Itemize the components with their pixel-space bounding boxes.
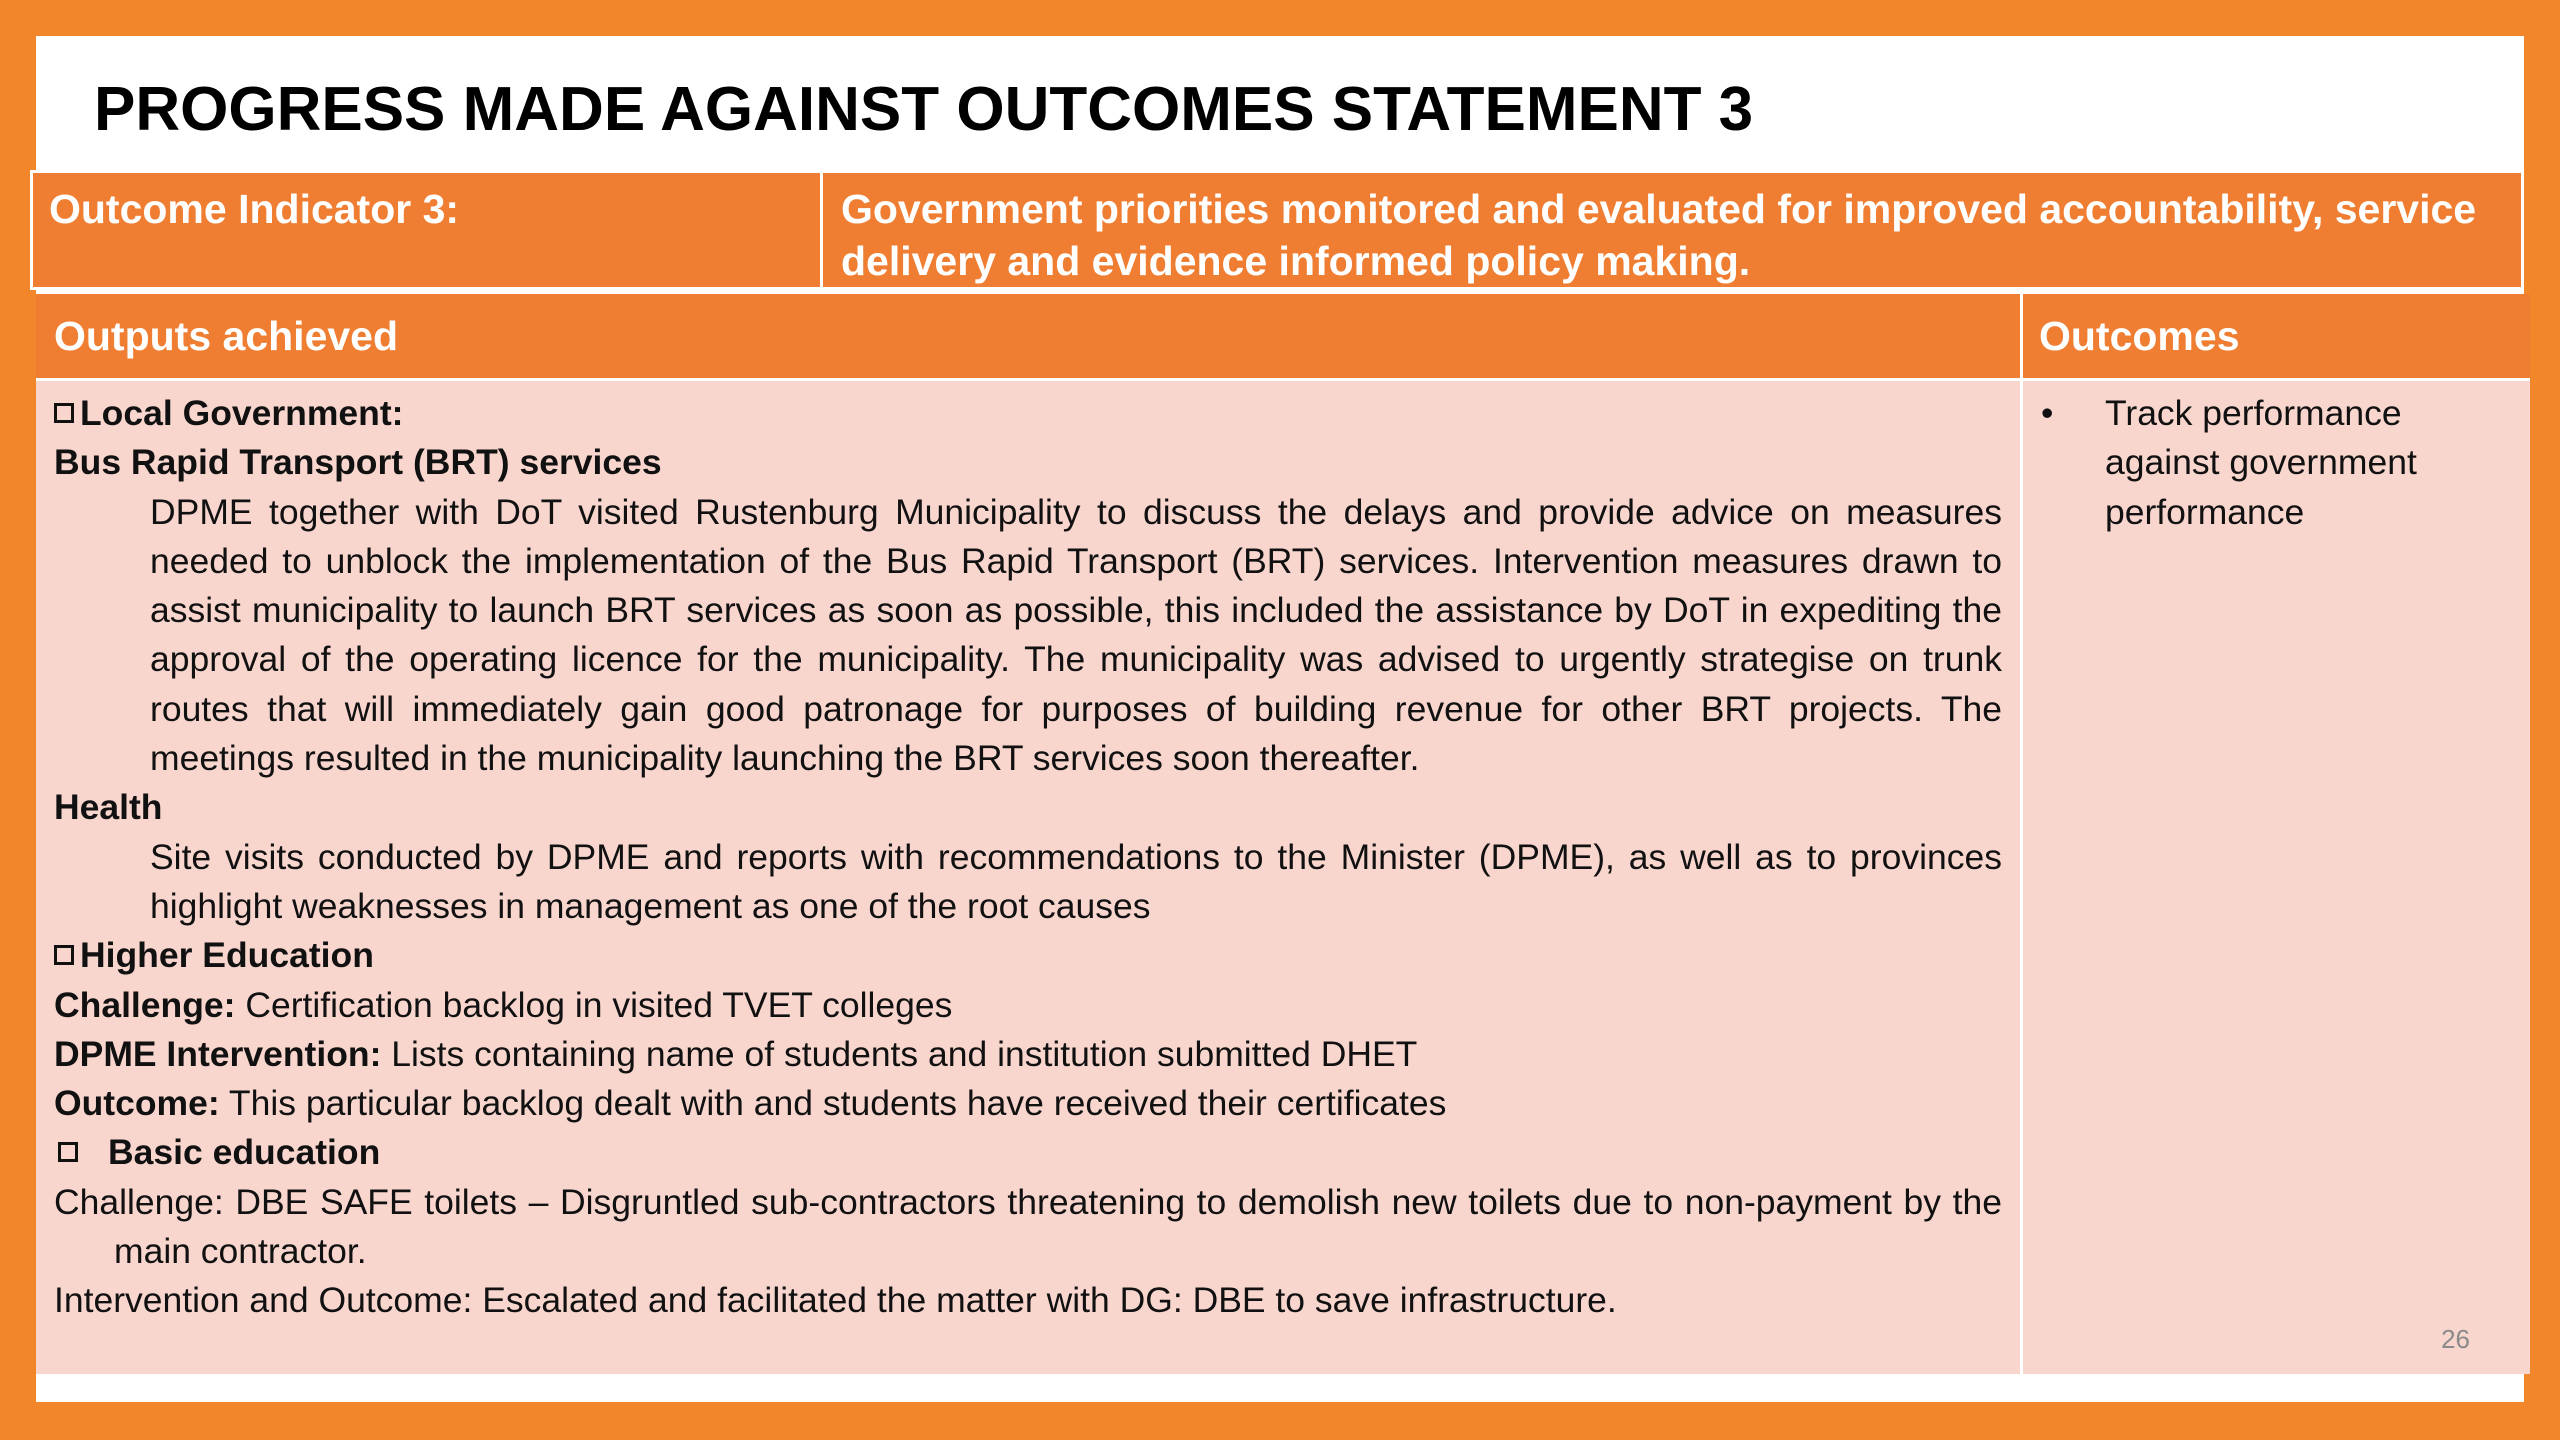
health-text: Site visits conducted by DPME and reports with recommendations to the Minister (DPME), as well as to provinces highlight weaknesses in management as one of the root causes [150, 836, 2002, 926]
local-government-heading: Local Government: [80, 393, 404, 433]
intervention-label: DPME Intervention: [54, 1033, 382, 1074]
brt-text: DPME together with DoT visited Rustenburg Municipality to discuss the delays and provide advice on measures needed to unblock the implementation of the Bus Rapid Transport (BRT) services. Intervention measures drawn to assist municipality to launch BRT services as soon as possible, this included the assistance by DoT in expediting the approval of the operating licence for the municipality. The municipality was advised to urgently strategise on trunk routes that will immediately gain good patronage for purposes of building revenue for other BRT projects. The meetings resulted in the municipality launching the BRT services soon thereafter. [150, 491, 2002, 779]
brt-heading: Bus Rapid Transport (BRT) services [54, 442, 662, 483]
checkbox-bullet-icon [54, 945, 74, 965]
higher-ed-outcome [54, 1079, 2002, 1128]
outcomes-cell [2020, 378, 2530, 1374]
checkbox-bullet-icon [58, 1142, 78, 1162]
outcomes-header: Outcomes [2020, 294, 2530, 378]
slide-title: PROGRESS MADE AGAINST OUTCOMES STATEMENT 3 [94, 75, 1754, 144]
higher-ed-intervention [54, 1030, 2002, 1079]
higher-ed-challenge [54, 981, 2002, 1030]
basic-education-section [54, 1128, 2002, 1177]
indicator-label: Outcome Indicator 3: [33, 173, 823, 287]
outcome-item-text: Track performance against government performance [2105, 393, 2417, 532]
slide [36, 36, 2524, 1402]
basic-education-heading: Basic education [108, 1132, 381, 1173]
indicator-value: Government priorities monitored and evaluated for improved accountability, service delivery and evidence informed policy making. [823, 173, 2521, 287]
intervention-text: Lists containing name of students and institution submitted DHET [381, 1033, 1418, 1074]
page-number: 26 [2441, 1323, 2470, 1354]
higher-education-section [54, 931, 2002, 980]
bullet-icon: • [2041, 393, 2054, 433]
outputs-header: Outputs achieved [36, 294, 2020, 378]
higher-education-heading: Higher Education [80, 935, 374, 976]
outcome-text: This particular backlog dealt with and students have received their certificates [219, 1083, 1447, 1124]
checkbox-bullet-icon [54, 403, 74, 423]
list-item [2041, 389, 2512, 537]
outcome-label: Outcome: [54, 1083, 220, 1124]
challenge-label: Challenge: [54, 984, 236, 1025]
outputs-outcomes-table [36, 294, 2530, 1374]
basic-ed-intervention-outcome: Intervention and Outcome: Escalated and facilitated the matter with DG: DBE to save infrastructure. [54, 1280, 1617, 1321]
health-heading: Health [54, 787, 163, 828]
outputs-cell [36, 378, 2020, 1374]
local-government-section [54, 389, 2002, 438]
basic-ed-challenge: Challenge: DBE SAFE toilets – Disgruntled sub-contractors threatening to demolish new toilets due to non-payment by the main contractor. [54, 1181, 2002, 1272]
indicator-row [30, 170, 2524, 290]
challenge-text: Certification backlog in visited TVET colleges [235, 984, 953, 1025]
